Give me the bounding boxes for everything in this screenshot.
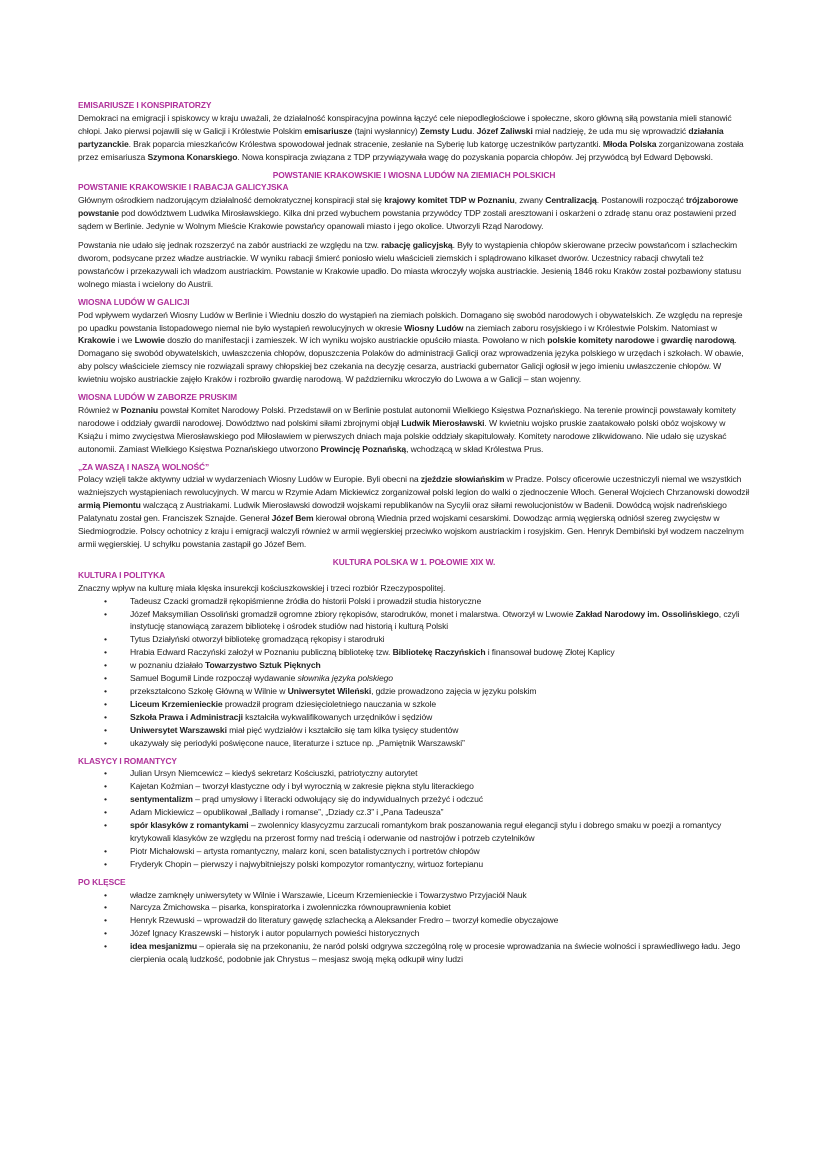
text-run: Samuel Bogumił Linde rozpoczął wydawanie (130, 673, 298, 684)
bold-text: sentymentalizm (130, 794, 193, 805)
list-item (78, 608, 750, 634)
bold-text: Józef Zaliwski (476, 125, 533, 136)
list-item (78, 819, 750, 845)
text-run: władze zamknęły uniwersytety w Wilnie i Warszawie, Liceum Krzemienieckie i Towarzystwo Przyjaciół Nauk (130, 889, 527, 900)
text-run: – zwolennicy klasycyzmu zarzucali romantykom brak poszanowania reguł elegancji stylu i dobrego smaku w poezji a romantycy krytykowali klasyków ze względu na przerost formy nad treścią i oderwanie od nastrojów i potrzeb czytelników (130, 820, 722, 843)
list-item (78, 672, 750, 685)
text-run: kierował obroną Wiednia przed wojskami cesarskimi. Dowodząc armią węgierską odniósł szereg zwycięstw w Siedmiogrodzie. Polscy ochotnicy z kraju i emigracji walczyli również w armii węgierskiej przeciwko wojskom austriackim i rosyjskim. Gen. Henryk Dembiński był wodzem naczelnym armii węgierskiej. U schyłku powstania zastąpił go Józef Bem. (78, 513, 744, 549)
text-run: Głównym ośrodkiem nadzorującym działalność demokratycznej konspiracji stał się (78, 195, 385, 206)
text-run: i we (115, 335, 135, 346)
bold-text: Szymona Konarskiego (147, 151, 238, 162)
paragraph (78, 582, 750, 595)
text-run: Kajetan Koźmian – tworzył klastyczne ody i był wyrocznią w zakresie piękna stylu literackiego (130, 781, 474, 792)
bold-text: Młoda Polska (602, 138, 657, 149)
list-item (78, 914, 750, 927)
bold-text: Zemsty Ludu (419, 125, 473, 136)
text-run: ukazywały się periodyki poświęcone nauce, literaturze i sztuce np. „Pamiętnik Warszawski” (130, 737, 465, 748)
text-run: , zwany (514, 195, 546, 206)
bullet-list (78, 767, 750, 870)
bold-text: Bibliotekę Raczyńskich (392, 647, 486, 658)
text-run: . Nowa konspiracja związana z TDP przywiązywała wagę do pozyskania poparcia chłopów. Jej przywódcą był Edward Dębowski. (237, 151, 713, 162)
text-run: powstał Komitet Narodowy Polski. Przedstawił on w Berlinie postulat autonomii Wielkiego Księstwa Poznańskiego. Na terenie prowincji powstawały komitety narodowe i oddziały gwardii narodowej. Dowództwo nad polskimi siłami zbrojnymi objął (78, 404, 736, 428)
text-run: i (654, 335, 661, 346)
text-run: Tytus Działyński otworzył bibliotekę gromadzącą rękopisy i starodruki (130, 634, 385, 645)
text-run: walczącą z Austriakami. Ludwik Mierosławski dowodził wojskami republikanów na Sycylii oraz siłami rewolucjonistów w Badenii. Dowódcą wojsk nadreńskiego Palatynatu został gen. Franciszek Sznajde. Generał (78, 500, 727, 524)
bold-text: krajowy komitet TDP w Poznaniu (384, 195, 515, 206)
bold-text: Szkoła Prawa i Administracji (130, 711, 243, 722)
bold-text: Zakład Narodowy im. Ossolińskiego (575, 608, 719, 619)
text-run: pod dowództwem Ludwika Mirosławskiego. Kilka dni przed wybuchem powstania przywódcy TDP zostali aresztowani i oskarżeni o zdradę stanu oraz postawieni przed sądem w Berlinie. Jedynie w Wolnym Mieście Krakowie powstańcy opanowali miasto i jego okolice. Utworzyli Rząd Narodowy. (78, 208, 737, 232)
italic-text: słownika języka polskiego (297, 673, 393, 684)
bold-text: działania partyzanckie (78, 125, 724, 149)
bold-text: Towarzystwo Sztuk Pięknych (205, 660, 321, 671)
text-run: Hrabia Edward Raczyński założył w Poznaniu publiczną bibliotekę tzw. (130, 647, 393, 658)
bold-text: gwardię narodową (660, 335, 735, 346)
list-item (78, 858, 750, 871)
section-heading: WIOSNA LUDÓW W GALICJI (78, 296, 190, 307)
bold-text: rabację galicyjską (381, 240, 453, 251)
list-item (78, 633, 750, 646)
bold-text: Ludwik Mierosławski (401, 417, 485, 428)
bold-text: polskie komitety narodowe (547, 335, 655, 346)
section (78, 391, 750, 456)
paragraph (78, 239, 750, 291)
text-run: miał pięć wydziałów i kształciło się tam kilka tysięcy studentów (226, 724, 459, 735)
text-run: , gdzie prowadzono zajęcia w języku polskim (371, 685, 537, 696)
bold-text: Józef Bem (271, 513, 314, 524)
bold-text: trójzaborowe powstanie (78, 195, 739, 219)
bullet-list (78, 595, 750, 750)
text-run: Również w (78, 404, 121, 415)
section-heading: WIOSNA LUDÓW W ZABORZE PRUSKIM (78, 392, 238, 403)
text-run: prowadził program dziesięcioletniego nauczania w szkole (222, 698, 437, 709)
text-run: , wchodzącą w skład Królestwa Prus. (406, 443, 544, 454)
section (78, 461, 750, 551)
bold-text: emisariusze (304, 125, 353, 136)
text-run: Julian Ursyn Niemcewicz – kiedyś sekretarz Kościuszki, patriotyczny autorytet (130, 768, 418, 779)
text-run: kształciła wykwalifikowanych urzędników i sędziów (242, 711, 433, 722)
text-run: . Postanowili rozpocząć (596, 195, 687, 206)
list-item (78, 711, 750, 724)
text-run: (tajni wysłannicy) (352, 125, 420, 136)
text-run: w poznaniu działało (130, 660, 205, 671)
text-run: . W kwietniu wojsko pruskie zaatakowało polski obóz wojskowy w Książu i mimo zwycięstwa Mierosławskiego pod Miłosławiem w pierwszych dniach maja polskie oddziały skapitulowały. Komitety narodowe zlikwidowano. Nie udało się uzyskać autonomii. Zamiast Wielkiego Księstwa Poznańskiego utworzono (78, 417, 727, 454)
text-run: Powstania nie udało się jednak rozszerzyć na zabór austriacki ze względu na tzw. (78, 240, 382, 251)
text-run: Polacy wzięli także aktywny udział w wydarzeniach Wiosny Ludów w Europie. Byli obecni na (78, 474, 421, 485)
list-item (78, 646, 750, 659)
list-item (78, 780, 750, 793)
section (78, 169, 750, 291)
list-item (78, 793, 750, 806)
bold-text: Wiosny Ludów (404, 322, 464, 333)
text-run: Fryderyk Chopin – pierwszy i najwybitniejszy polski kompozytor romantyczny, wirtuoz fortepianu (130, 858, 483, 869)
list-item (78, 901, 750, 914)
bold-text: Uniwersytet Wileński (287, 685, 372, 696)
paragraph (78, 194, 750, 233)
list-item (78, 595, 750, 608)
list-item (78, 659, 750, 672)
text-run: miał nadzieję, że uda mu się wprowadzić (532, 125, 689, 136)
section (78, 296, 750, 386)
section (78, 876, 750, 966)
text-run: Narcyza Żmichowska – pisarka, konspiratorka i zwolenniczka równouprawnienia kobiet (130, 902, 451, 913)
text-run: na ziemiach zaboru rosyjskiego i w Królestwie Polskim. Natomiast w (463, 322, 718, 333)
section-heading: POWSTANIE KRAKOWSKIE I RABACJA GALICYJSKA (78, 182, 289, 193)
bold-text: spór klasyków z romantykami (130, 820, 249, 831)
section-heading: KULTURA I POLITYKA (78, 569, 166, 580)
bold-text: Liceum Krzemienieckie (130, 698, 223, 709)
section-heading: EMISARIUSZE I KONSPIRATORZY (78, 100, 212, 110)
bold-text: zjeździe słowiańskim (420, 474, 505, 485)
section-heading: PO KLĘSCE (78, 876, 126, 887)
list-item (78, 845, 750, 858)
text-run: i finansował budowę Złotej Kaplicy (485, 647, 615, 658)
bold-text: Poznaniu (120, 404, 158, 415)
list-item (78, 767, 750, 780)
text-run: , czyli instytucję stanowiącą zarazem bibliotekę i ośrodek studiów nad historią i kulturą Polski (130, 608, 740, 632)
text-run: Tadeusz Czacki gromadził rękopiśmienne źródła do historii Polski i prowadził studia historyczne (130, 595, 482, 606)
document-page (78, 99, 750, 966)
section-heading: KLASYCY I ROMANTYCY (78, 755, 177, 766)
section (78, 556, 750, 750)
bold-text: idea mesjanizmu (130, 941, 197, 952)
text-run: Demokraci na emigracji i spiskowcy w kraju uważali, że działalność konspiracyjna powinna łączyć cele niepodległościowe i społeczne, skoro główną siłą powstania mieli stanowić chłopi. Jako pierwsi pojawili się w Galicji i Królestwie Polskim (78, 112, 732, 136)
text-run: zorganizowana została przez emisariusza (78, 138, 744, 162)
bold-text: armią Piemontu (78, 500, 141, 511)
text-run: Adam Mickiewicz – opublikował „Ballady i romanse”, „Dziady cz.3” i „Pana Tadeusza” (130, 807, 444, 818)
bullet-list (78, 889, 750, 966)
text-run: . Brak poparcia mieszkańców Królestwa spowodował jednak stracenie, zesłanie na Syberię lub katorgę uczestników partyzantki. (128, 138, 603, 149)
list-item (78, 806, 750, 819)
list-item (78, 940, 750, 966)
list-item (78, 685, 750, 698)
list-item (78, 698, 750, 711)
text-run: . Były to wystąpienia chłopów skierowane przeciw powstańcom i szlacheckim dworom, podsycane przez władze austriackie. W wyniku rabacji śmierć poniosło wielu właścicieli ziemskich i splądrowano kilkaset dworów. Uczestnicy rabacji chwytali też powstańców i przekazywali ich władzom austriackim. Powstanie w Krakowie upadło. Do miasta wkroczyły wojska austriackie. Jesienią 1846 roku Kraków został pozbawiony statusu wolnego miasta i wcielony do Austrii. (78, 240, 741, 289)
section-title: POWSTANIE KRAKOWSKIE I WIOSNA LUDÓW NA ZIEMIACH POLSKICH (272, 169, 556, 180)
section (78, 99, 750, 164)
section (78, 755, 750, 871)
text-run: Józef Ignacy Kraszewski – historyk i autor popularnych powieści historycznych (130, 928, 420, 939)
text-run: . (472, 125, 477, 136)
text-run: . Domagano się swobód obywatelskich, uwłaszczenia chłopów, dopuszczenia Polaków do administracji Galicji oraz wprowadzenia języka polskiego w urzędach i szkołach. W obawie, aby polscy właściciele ziemscy nie rozwiązali sprawy chłopskiej bez czekania na decyzję cesarza, austriacki gubernator Galicji ogłosił w jego imieniu uwłaszczenie chłopów. W kwietniu wojsko austriackie zajęło Kraków i rozbroiło gwardię narodową. W październiku wkroczyło do Lwowa a w Galicji – stan wojenny. (78, 335, 744, 385)
text-run: doszło do manifestacji i zamieszek. W ich wyniku wojsko austriackie opuściło miasta. Powołano w nich (164, 335, 548, 346)
text-run: Józef Maksymilian Ossoliński gromadził ogromne zbiory rękopisów, starodruków, monet i malarstwa. Otworzył w Lwowie (130, 608, 576, 619)
text-run: – prąd umysłowy i literacki odwołujący się do indywidualnych przeżyć i odczuć (192, 794, 483, 805)
text-run: Znaczny wpływ na kulturę miała klęska insurekcji kościuszkowskiej i trzeci rozbiór Rzeczypospolitej. (78, 582, 446, 593)
list-item (78, 737, 750, 750)
section-title: KULTURA POLSKA W 1. POŁOWIE XIX W. (332, 556, 496, 567)
list-item (78, 724, 750, 737)
paragraph (78, 404, 750, 456)
list-item (78, 927, 750, 940)
list-item (78, 889, 750, 902)
text-run: Henryk Rzewuski – wprowadził do literatury gawędę szlachecką a Aleksander Fredro – tworzył komedie obyczajowe (130, 915, 559, 926)
bold-text: Lwowie (134, 335, 165, 346)
section-heading: „ZA WASZĄ I NASZĄ WOLNOŚĆ” (78, 461, 210, 472)
text-run: Piotr Michałowski – artysta romantyczny, malarz koni, scen batalistycznych i portretów chłopów (130, 845, 480, 856)
text-run: Pod wpływem wydarzeń Wiosny Ludów w Berlinie i Wiedniu doszło do wystąpień na ziemiach polskich. Domagano się swobód narodowych i obywatelskich. Ze względu na represje po upadku powstania listopadowego niemal nie było wystąpień rewolucyjnych w okresie (78, 309, 743, 333)
text-run: – opierała się na przekonaniu, że naród polski odgrywa szczególną rolę w procesie wprowadzania na świecie wolności i sprawiedliwego ładu. Jego cierpienia ocalą ludzkość, podobnie jak Chrystus – mesjasz swoją męką odkupił winy ludzi (130, 941, 741, 965)
bold-text: Centralizacją (545, 195, 597, 206)
text-run: przekształcono Szkołę Główną w Wilnie w (130, 685, 288, 696)
paragraph (78, 309, 750, 386)
bold-text: Krakowie (78, 335, 116, 346)
bold-text: Uniwersytet Warszawski (130, 724, 227, 735)
paragraph (78, 112, 750, 164)
text-run: w Pradze. Polscy oficerowie uczestniczyli niemal we wszystkich ważniejszych wystąpieniach rewolucyjnych. W marcu w Rzymie Adam Mickiewicz zorganizował polski legion do walki o zjednoczenie Włoch. Generał Wojciech Chrzanowski dowodził (78, 474, 750, 498)
paragraph (78, 473, 750, 550)
bold-text: Prowincję Poznańską (320, 443, 407, 454)
